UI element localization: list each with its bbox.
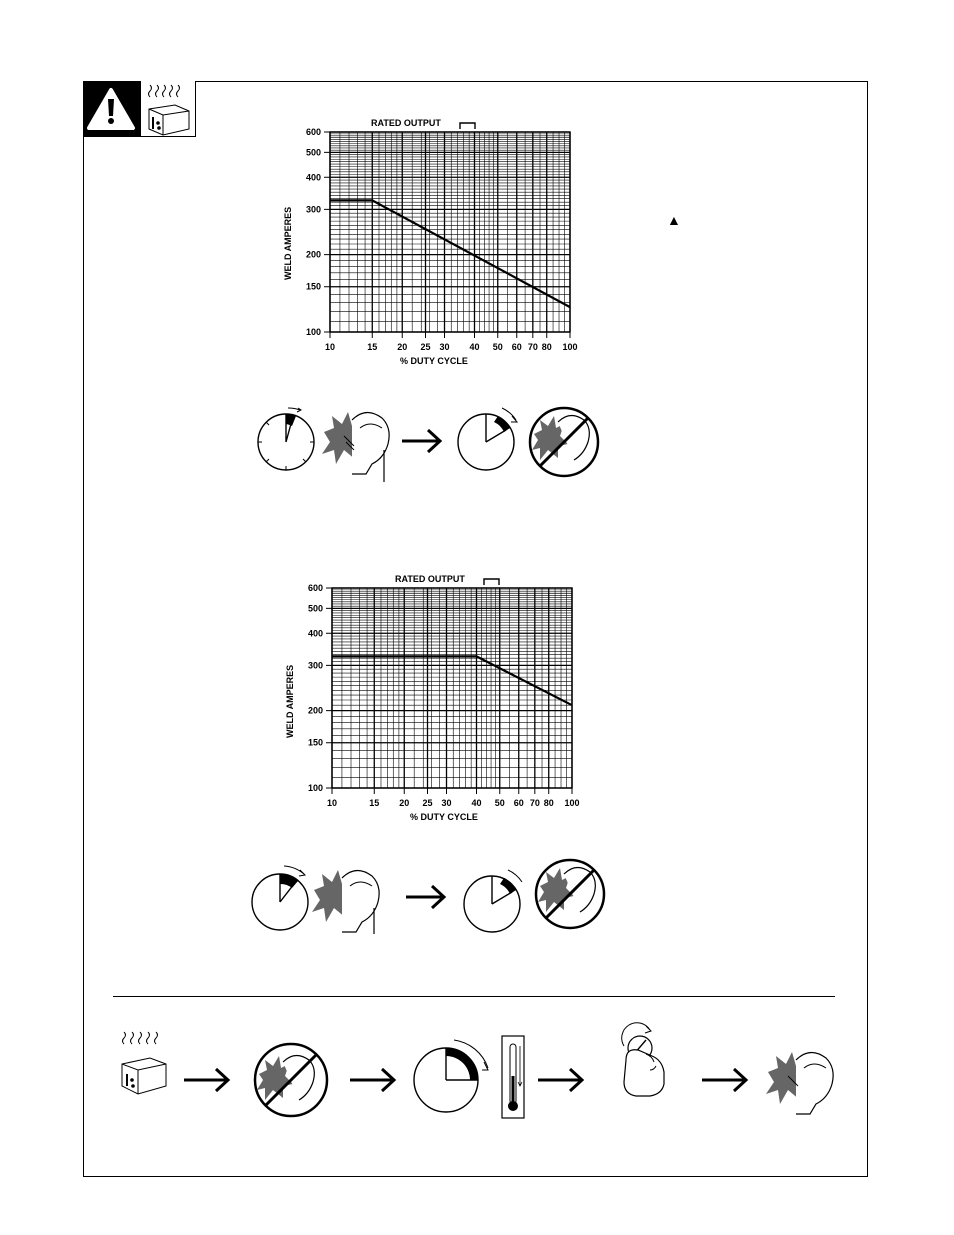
warning-icon bbox=[83, 81, 140, 137]
y-tick-label: 150 bbox=[305, 281, 321, 292]
x-tick-label: 40 bbox=[469, 342, 480, 352]
duty-cycle-illustration-2 bbox=[246, 856, 616, 938]
y-tick-label: 100 bbox=[305, 327, 321, 337]
chart2-title: RATED OUTPUT bbox=[395, 574, 465, 584]
clock-icon bbox=[252, 866, 308, 930]
chart1-title-bracket bbox=[460, 123, 475, 129]
plot-border bbox=[330, 132, 570, 332]
x-tick-label: 25 bbox=[422, 798, 433, 808]
welder-icon bbox=[322, 412, 389, 482]
x-tick-label: 60 bbox=[513, 798, 524, 808]
duty-cycle-chart-2 bbox=[270, 566, 590, 826]
overheating-sequence bbox=[110, 1018, 840, 1124]
no-welding-icon bbox=[530, 408, 598, 476]
clock-icon bbox=[464, 870, 522, 932]
y-tick-label: 300 bbox=[305, 204, 321, 215]
overheated-machine-icon bbox=[140, 81, 196, 137]
arrow-right-icon bbox=[350, 1069, 394, 1091]
hand-turning-knob-icon bbox=[622, 1023, 664, 1096]
clock-icon bbox=[458, 408, 517, 470]
chart2-xlabel: % DUTY CYCLE bbox=[410, 812, 478, 822]
arrow-right-icon bbox=[538, 1069, 582, 1091]
no-welding-icon bbox=[536, 860, 604, 928]
x-tick-label: 40 bbox=[471, 798, 482, 808]
chart1-ylabel: WELD AMPERES bbox=[283, 206, 293, 280]
thermometer-icon bbox=[502, 1036, 524, 1118]
clock-icon bbox=[258, 408, 314, 470]
x-tick-label: 80 bbox=[543, 798, 554, 808]
x-tick-label: 10 bbox=[326, 798, 338, 808]
arrow-right-icon bbox=[406, 886, 444, 908]
x-tick-label: 30 bbox=[439, 342, 450, 352]
x-tick-label: 70 bbox=[529, 798, 540, 808]
y-tick-label: 100 bbox=[307, 783, 323, 793]
duty-cycle-chart-1 bbox=[270, 110, 590, 370]
y-tick-label: 150 bbox=[307, 737, 323, 748]
welder-icon bbox=[312, 870, 379, 934]
y-tick-label: 600 bbox=[305, 127, 321, 137]
y-tick-label: 600 bbox=[307, 583, 323, 593]
y-tick-label: 500 bbox=[305, 147, 321, 158]
y-tick-label: 500 bbox=[307, 603, 323, 614]
arrow-right-icon bbox=[184, 1069, 228, 1091]
chart1-title: RATED OUTPUT bbox=[371, 118, 441, 128]
x-tick-label: 20 bbox=[399, 798, 410, 808]
x-tick-label: 60 bbox=[511, 342, 522, 352]
y-tick-label: 200 bbox=[305, 249, 321, 260]
x-tick-label: 80 bbox=[541, 342, 552, 352]
x-tick-label: 30 bbox=[441, 798, 452, 808]
arrow-right-icon bbox=[402, 430, 440, 452]
y-tick-label: 200 bbox=[307, 705, 323, 716]
x-tick-label: 50 bbox=[492, 342, 503, 352]
duty-cycle-illustration-1 bbox=[252, 400, 612, 482]
chart1-series-line bbox=[330, 200, 570, 307]
overheated-machine-icon bbox=[122, 1032, 166, 1094]
chart2-series-line bbox=[332, 656, 572, 705]
chart2-title-bracket bbox=[484, 579, 499, 585]
x-tick-label: 50 bbox=[494, 798, 505, 808]
chart1-xlabel: % DUTY CYCLE bbox=[400, 356, 468, 366]
x-tick-label: 10 bbox=[324, 342, 336, 352]
y-tick-label: 400 bbox=[305, 172, 321, 183]
x-tick-label: 15 bbox=[369, 798, 380, 808]
x-tick-label: 100 bbox=[564, 798, 580, 808]
y-tick-label: 400 bbox=[307, 628, 323, 639]
welder-icon bbox=[766, 1052, 833, 1114]
no-welding-icon bbox=[255, 1044, 327, 1116]
x-tick-label: 15 bbox=[367, 342, 378, 352]
clock-icon bbox=[414, 1040, 488, 1112]
section-divider bbox=[113, 996, 835, 997]
chart2-ylabel: WELD AMPERES bbox=[285, 664, 295, 738]
x-tick-label: 25 bbox=[420, 342, 431, 352]
x-tick-label: 100 bbox=[562, 342, 578, 352]
x-tick-label: 20 bbox=[397, 342, 408, 352]
y-tick-label: 300 bbox=[307, 660, 323, 671]
arrow-right-icon bbox=[702, 1069, 746, 1091]
note-marker: ▲ bbox=[667, 212, 681, 228]
x-tick-label: 70 bbox=[527, 342, 538, 352]
